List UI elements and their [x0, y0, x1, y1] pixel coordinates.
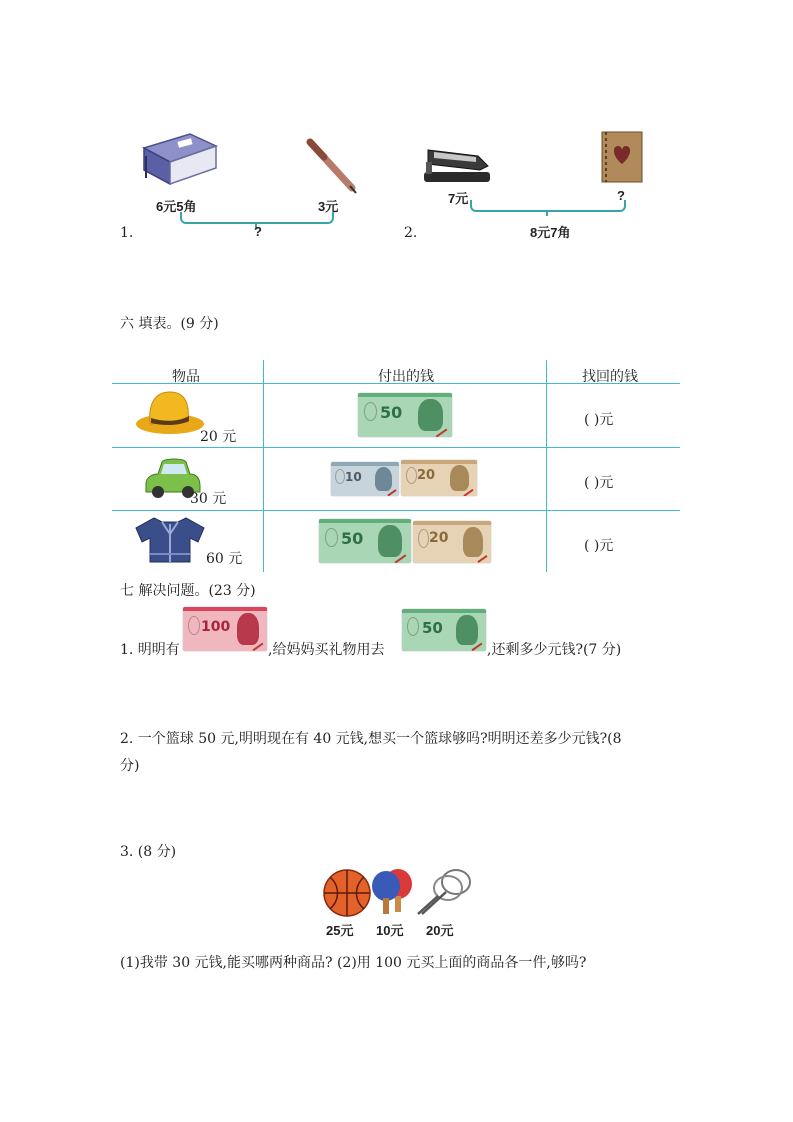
banknote-50: 50 — [319, 519, 411, 563]
problem-1-total: ? — [254, 224, 262, 239]
banknote-50: 50 — [358, 393, 452, 437]
paddle-price: 10元 — [376, 923, 404, 938]
hat-icon — [134, 388, 206, 436]
badminton-racket-icon — [412, 864, 474, 918]
stapler-price: 7元 — [448, 191, 469, 206]
stapler-icon — [420, 140, 494, 186]
header-item: 物品 — [172, 369, 200, 385]
basketball-price: 25元 — [326, 923, 354, 938]
sweater-icon — [132, 514, 208, 564]
row-1-price: 20 元 — [200, 429, 237, 445]
basketball-icon — [320, 868, 374, 918]
banknote-20: 20 — [401, 460, 477, 496]
book-icon — [138, 128, 220, 190]
row-1-answer: ( )元 — [584, 412, 614, 428]
book-price: 6元5角 — [156, 199, 197, 214]
banknote-20: 20 — [413, 521, 491, 563]
question-3-subquestions: (1)我带 30 元钱,能买哪两种商品? (2)用 100 元买上面的商品各一件,够吗? — [120, 955, 587, 971]
pen-icon — [302, 136, 360, 196]
racket-price: 20元 — [426, 923, 454, 938]
notebook-price: ? — [617, 188, 625, 203]
section-6-title: 六 填表。(9 分) — [120, 316, 219, 332]
problem-2-total: 8元7角 — [530, 225, 571, 240]
notebook-icon — [598, 130, 646, 184]
ping-pong-paddle-icon — [370, 866, 416, 918]
banknote-50: 50 — [402, 609, 486, 651]
pen-price: 3元 — [318, 199, 339, 214]
header-change: 找回的钱 — [582, 369, 638, 385]
row-3-price: 60 元 — [206, 551, 243, 567]
row-2-answer: ( )元 — [584, 475, 614, 491]
problem-2-number: 2. — [404, 225, 418, 241]
section-7-title: 七 解决问题。(23 分) — [120, 583, 256, 599]
row-3-answer: ( )元 — [584, 538, 614, 554]
problem-1-number: 1. — [120, 225, 134, 241]
header-paid: 付出的钱 — [378, 369, 434, 385]
banknote-10: 10 — [331, 462, 399, 496]
row-2-price: 30 元 — [190, 491, 227, 507]
banknote-100: 100 — [183, 607, 267, 651]
